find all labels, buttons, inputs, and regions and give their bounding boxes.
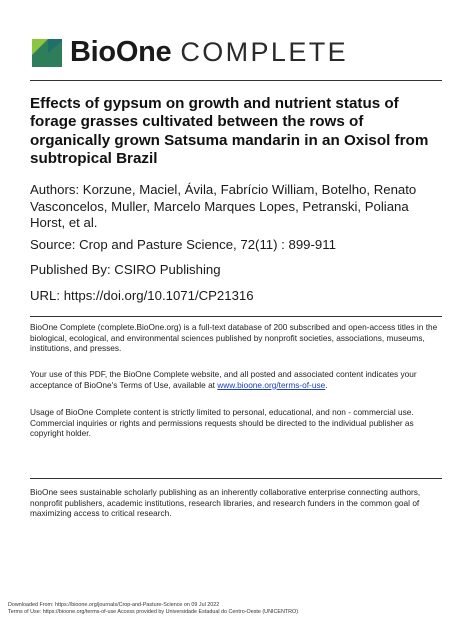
bioone-logo[interactable] — [30, 32, 348, 72]
terms-prefix: Your use of this PDF, the BioOne Complete website, and all posted and associated content indicates your acceptance of BioOne's Terms of Use, available at — [30, 369, 417, 390]
article-authors: Authors: Korzune, Maciel, Ávila, Fabrício William, Botelho, Renato Vasconcelos, Muller, Marcelo Marques Lopes, Petranski, Poliana Horst, et al. — [30, 182, 417, 231]
article-publisher: Published By: CSIRO Publishing — [30, 262, 221, 277]
article-source: Source: Crop and Pasture Science, 72(11) : 899-911 — [30, 237, 336, 252]
terms-paragraph — [30, 369, 444, 390]
logo-text-light: COMPLETE — [180, 36, 349, 67]
article-title: Effects of gypsum on growth and nutrient status of forage grasses cultivated between the rows of organically grown Satsuma mandarin in an Oxisol from subtropical Brazil — [30, 95, 429, 168]
divider-lower — [30, 478, 442, 479]
bioone-logo-icon — [30, 35, 64, 69]
about-paragraph: BioOne Complete (complete.BioOne.org) is a full-text database of 200 subscribed and open-access titles in the biological, ecological, and environmental sciences published by nonprofit societies, associations, museums, institutions, and presses. — [30, 322, 438, 354]
divider-middle — [30, 316, 442, 317]
terms-suffix: . — [325, 379, 328, 390]
divider-top — [30, 80, 442, 81]
footer-terms-access: Terms of Use: https://bioone.org/terms-of-use Access provided by Universidade Estadual do Centro-Oeste (UNICENTRO) — [8, 609, 299, 615]
article-url: URL: https://doi.org/10.1071/CP21316 — [30, 288, 254, 303]
usage-paragraph: Usage of BioOne Complete content is strictly limited to personal, educational, and non - commercial use. Commercial inquiries or rights and permissions requests should be directed to the individual publisher as copyright holder. — [30, 407, 414, 439]
terms-of-use-link[interactable]: www.bioone.org/terms-of-use — [217, 379, 326, 390]
logo-text-bold: BioOne — [70, 35, 172, 68]
footer-downloaded: Downloaded From: https://bioone.org/journals/Crop-and-Pasture-Science on 09 Jul 2022 — [8, 602, 220, 608]
mission-paragraph: BioOne sees sustainable scholarly publishing as an inherently collaborative enterprise connecting authors, nonprofit publishers, academic institutions, research libraries, and research funders in the common goal of maximizing access to critical research. — [30, 487, 421, 519]
